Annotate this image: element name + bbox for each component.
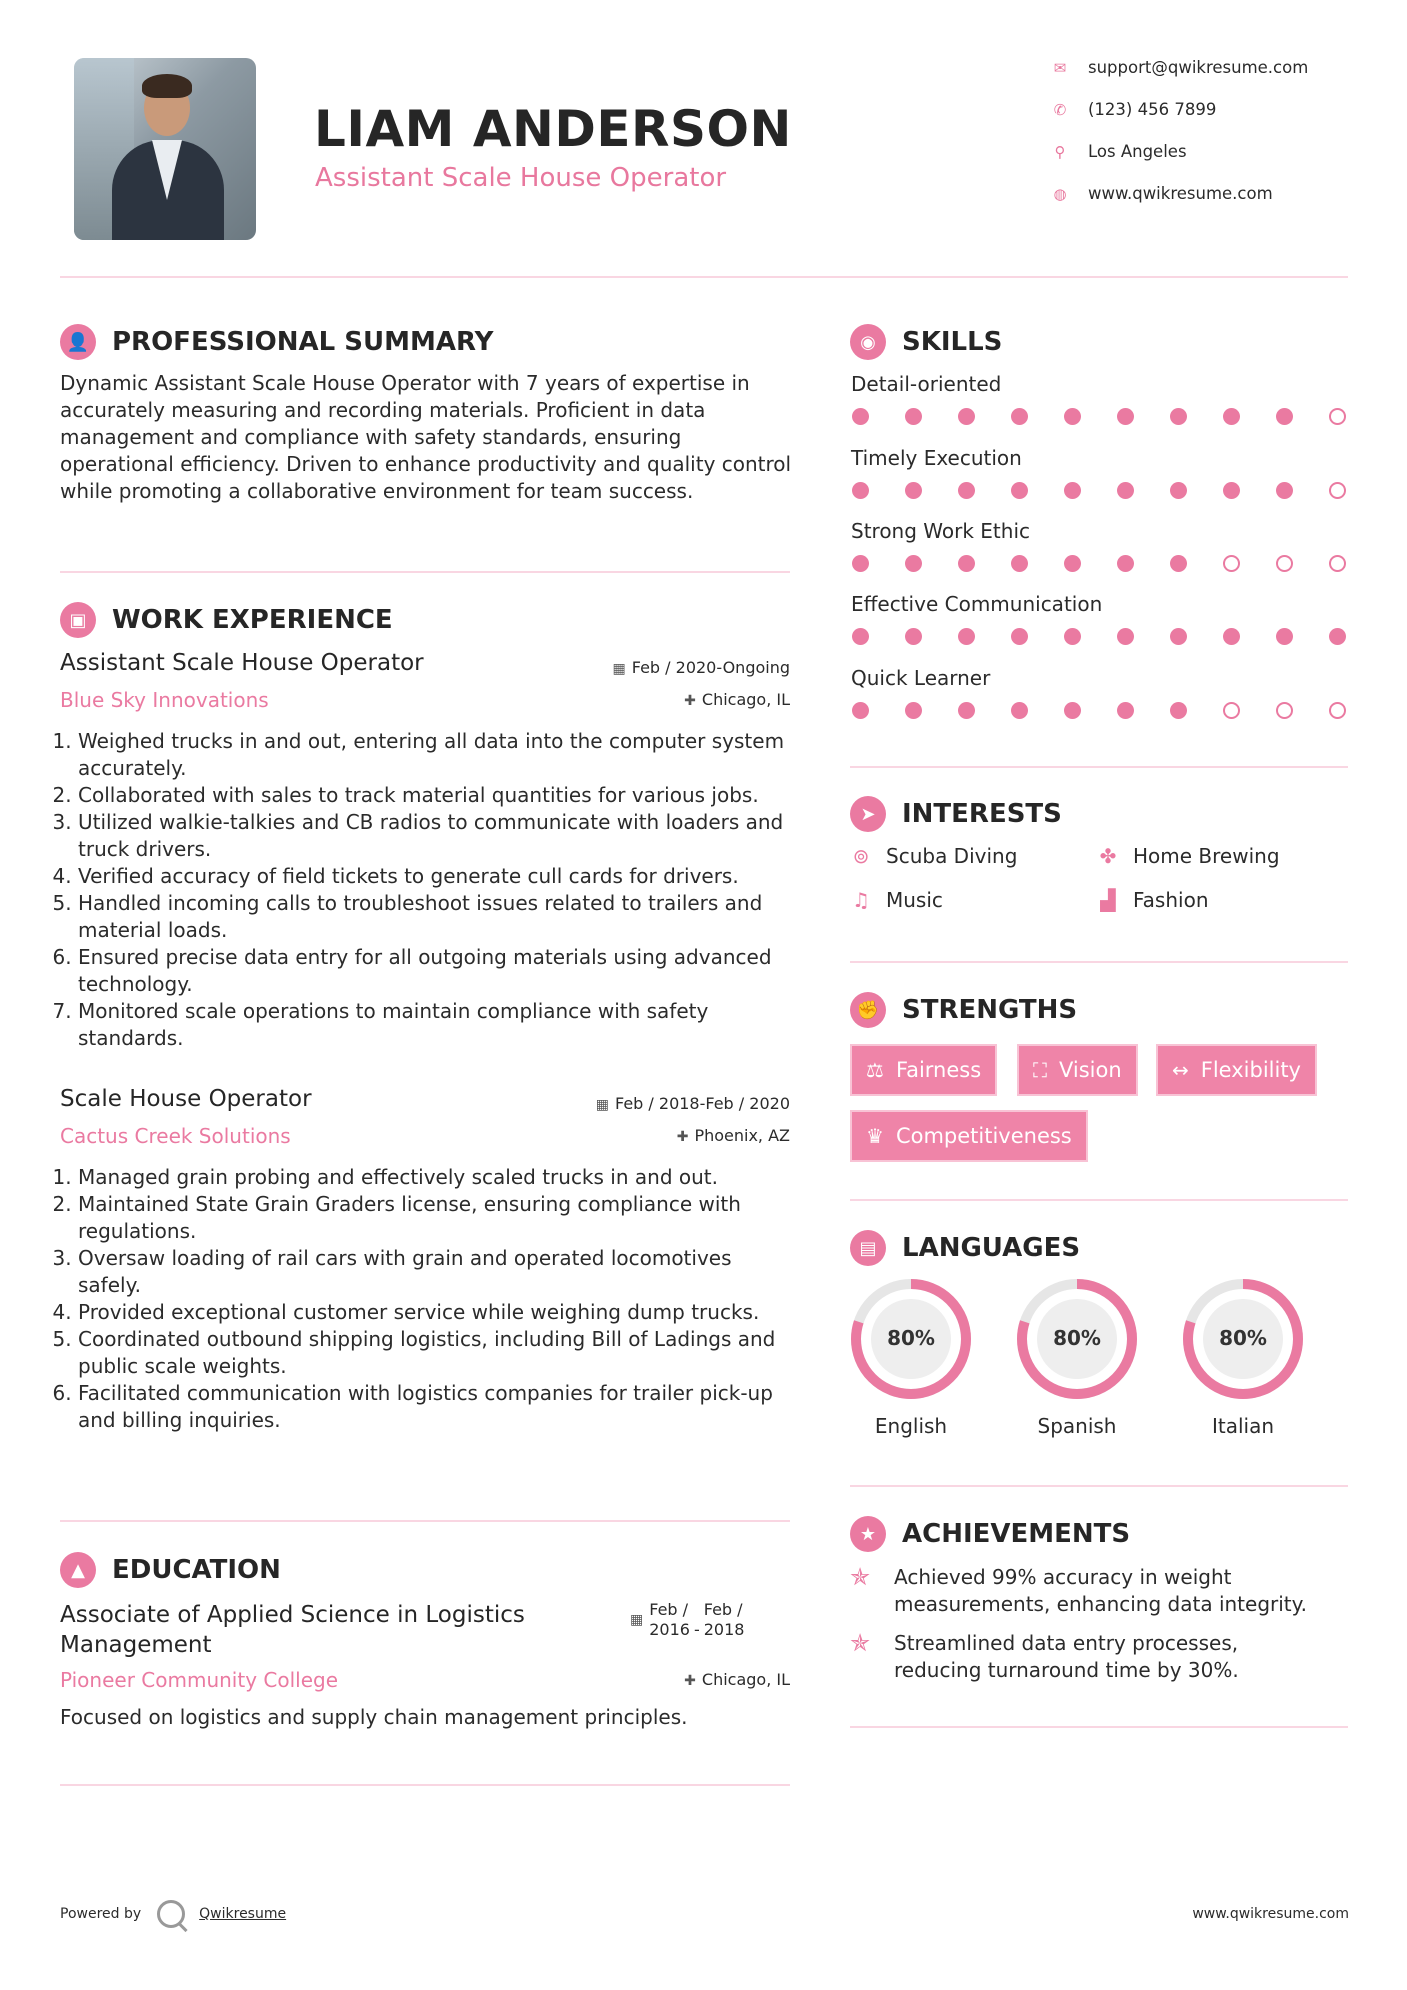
rating-dot-filled — [958, 482, 975, 499]
rating-dot-filled — [1011, 628, 1028, 645]
user-icon: 👤 — [60, 324, 96, 360]
rating-dot-filled — [1117, 702, 1134, 719]
rating-dot-filled — [958, 702, 975, 719]
fist-icon: ✊ — [850, 992, 886, 1028]
graduation-icon: ▲ — [60, 1552, 96, 1588]
skill-rating — [852, 555, 1346, 572]
job-title: Assistant Scale House Operator — [60, 650, 424, 676]
list-item: 4. Verified accuracy of field tickets to generate cull cards for drivers. — [78, 863, 800, 890]
id-card-icon: ▤ — [850, 1230, 886, 1266]
calendar-icon: ▦ — [595, 1097, 609, 1113]
language-percent: 80% — [1053, 1326, 1101, 1350]
interests-section-title: ➤ INTERESTS — [850, 796, 1062, 832]
contact-website[interactable]: ◍ www.qwikresume.com — [1050, 184, 1350, 203]
skill-rating — [852, 482, 1346, 499]
balance-scale-icon: ⚖ — [866, 1058, 884, 1082]
list-item: 1. Managed grain probing and effectively scaled trucks in and out. — [78, 1164, 800, 1191]
languages-divider — [850, 1485, 1348, 1487]
strengths-section-title: ✊ STRENGTHS — [850, 992, 1077, 1028]
rating-dot-filled — [1064, 628, 1081, 645]
skill-rating — [852, 702, 1346, 719]
rating-dot-filled — [1064, 555, 1081, 572]
life-ring-icon: ⊚ — [852, 844, 870, 868]
interests-divider — [850, 961, 1348, 963]
education-location: ✚ Chicago, IL — [684, 1670, 790, 1689]
list-item: 1. Weighed trucks in and out, entering all data into the computer system accurately. — [78, 728, 800, 782]
list-item: 4. Provided exceptional customer service while weighing dump trucks. — [78, 1299, 800, 1326]
rating-dot-filled — [1276, 482, 1293, 499]
rating-dot-filled — [852, 482, 869, 499]
languages-section-title: ▤ LANGUAGES — [850, 1230, 1080, 1266]
pushpin-icon: ✚ — [676, 1129, 689, 1145]
rating-dot-filled — [852, 628, 869, 645]
rating-dot-filled — [1276, 628, 1293, 645]
rating-dot-empty — [1329, 408, 1346, 425]
job-responsibilities — [60, 728, 800, 1052]
qwikresume-logo-icon — [157, 1900, 185, 1928]
interest-scuba-diving: ⊚ Scuba Diving — [850, 844, 1017, 868]
achievements-section-title: ★ ACHIEVEMENTS — [850, 1516, 1130, 1552]
footer-powered-by: Powered by Qwikresume — [60, 1900, 286, 1928]
education-date: ▦ Feb / 2016 - Feb / 2018 — [630, 1600, 745, 1639]
list-item: 6. Facilitated communication with logistics companies for trailer pick-up and billing inquiries. — [78, 1380, 800, 1434]
company-name: Blue Sky Innovations — [60, 688, 269, 712]
experience-divider — [60, 1520, 790, 1522]
rating-dot-filled — [1170, 628, 1187, 645]
language-name: English — [874, 1414, 948, 1438]
rating-dot-empty — [1276, 702, 1293, 719]
skill-name: Strong Work Ethic — [851, 519, 1030, 543]
list-item: 6. Ensured precise data entry for all outgoing materials using advanced technology. — [78, 944, 800, 998]
strength-vision: ⛶ Vision — [1017, 1044, 1138, 1096]
music-note-icon: ♫ — [852, 888, 870, 912]
paper-plane-icon: ➤ — [850, 796, 886, 832]
rating-dot-filled — [1223, 628, 1240, 645]
list-item: 5. Handled incoming calls to troubleshoot issues related to trailers and material loads. — [78, 890, 800, 944]
rating-dot-filled — [1117, 408, 1134, 425]
language-percent: 80% — [887, 1326, 935, 1350]
list-item: 3. Oversaw loading of rail cars with grain and operated locomotives safely. — [78, 1245, 800, 1299]
rating-dot-filled — [905, 628, 922, 645]
location-pin-icon: ⚲ — [1054, 142, 1066, 161]
rating-dot-empty — [1329, 555, 1346, 572]
summary-divider — [60, 571, 790, 573]
contact-location: ⚲ Los Angeles — [1050, 142, 1350, 161]
education-divider — [60, 1784, 790, 1786]
rating-dot-filled — [852, 702, 869, 719]
rating-dot-filled — [1223, 482, 1240, 499]
rating-dot-filled — [1170, 702, 1187, 719]
strengths-divider — [850, 1199, 1348, 1201]
profile-photo — [74, 58, 256, 240]
rating-dot-filled — [905, 702, 922, 719]
job-location: ✚ Chicago, IL — [684, 690, 790, 709]
rating-dot-empty — [1276, 555, 1293, 572]
star-badge-icon: ★ — [850, 1516, 886, 1552]
rating-dot-filled — [1223, 408, 1240, 425]
star-icon: ✯ — [850, 1629, 871, 1657]
rating-dot-filled — [1117, 482, 1134, 499]
globe-icon: ◍ — [1053, 184, 1067, 203]
skills-divider — [850, 766, 1348, 768]
interest-fashion: ▟ Fashion — [1097, 888, 1209, 912]
rating-dot-empty — [1329, 482, 1346, 499]
strength-flexibility: ↔ Flexibility — [1156, 1044, 1317, 1096]
rating-dot-filled — [1170, 482, 1187, 499]
rating-dot-filled — [1170, 408, 1187, 425]
skills-section-title: ◉ SKILLS — [850, 324, 1002, 360]
achievements-divider — [850, 1726, 1348, 1728]
summary-section-title: 👤 PROFESSIONAL SUMMARY — [60, 324, 493, 360]
job-title: Scale House Operator — [60, 1086, 312, 1112]
achievement-item: ✯ Achieved 99% accuracy in weight measurements, enhancing data integrity. — [850, 1563, 1307, 1616]
rating-dot-filled — [958, 555, 975, 572]
rating-dot-empty — [1329, 702, 1346, 719]
rating-dot-filled — [1064, 482, 1081, 499]
phone-icon: ✆ — [1053, 100, 1067, 119]
language-name: Italian — [1211, 1414, 1275, 1438]
puzzle-icon: ✤ — [1099, 844, 1117, 868]
envelope-icon: ✉ — [1053, 58, 1067, 77]
skill-name: Quick Learner — [851, 666, 991, 690]
skill-rating — [852, 628, 1346, 645]
skill-name: Detail-oriented — [851, 372, 1002, 396]
interest-home-brewing: ✤ Home Brewing — [1097, 844, 1280, 868]
rating-dot-filled — [1011, 408, 1028, 425]
rating-dot-filled — [852, 555, 869, 572]
list-item: 5. Coordinated outbound shipping logistics, including Bill of Ladings and public scale weights. — [78, 1326, 800, 1380]
pushpin-icon: ✚ — [684, 693, 696, 709]
rating-dot-filled — [1064, 702, 1081, 719]
lightbulb-icon: ◉ — [850, 324, 886, 360]
rating-dot-filled — [958, 408, 975, 425]
job-responsibilities — [60, 1164, 800, 1434]
rating-dot-empty — [1223, 555, 1240, 572]
rating-dot-filled — [1276, 408, 1293, 425]
achievement-item: ✯ Streamlined data entry processes, reducing turnaround time by 30%. — [850, 1629, 1239, 1682]
qwikresume-link[interactable]: Qwikresume — [199, 1906, 287, 1922]
rating-dot-filled — [1170, 555, 1187, 572]
rating-dot-filled — [1011, 555, 1028, 572]
rating-dot-filled — [1064, 408, 1081, 425]
rating-dot-filled — [1011, 702, 1028, 719]
briefcase-icon: ▣ — [60, 602, 96, 638]
job-date: ▦ Feb / 2018-Feb / 2020 — [595, 1094, 790, 1113]
rating-dot-filled — [852, 408, 869, 425]
calendar-icon: ▦ — [630, 1612, 644, 1628]
candidate-name: LIAM ANDERSON — [314, 100, 792, 158]
header-divider — [60, 276, 1348, 278]
skill-name: Effective Communication — [851, 592, 1103, 616]
skill-name: Timely Execution — [851, 446, 1022, 470]
binoculars-icon: ⛶ — [1033, 1058, 1047, 1082]
contact-phone[interactable]: ✆ (123) 456 7899 — [1050, 100, 1350, 119]
list-item: 2. Maintained State Grain Graders license, ensuring compliance with regulations. — [78, 1191, 800, 1245]
rating-dot-filled — [958, 628, 975, 645]
job-date: ▦ Feb / 2020-Ongoing — [612, 658, 790, 677]
footer-website[interactable]: www.qwikresume.com — [1192, 1906, 1349, 1922]
contact-email[interactable]: ✉ support@qwikresume.com — [1050, 58, 1350, 77]
list-item: 7. Monitored scale operations to maintain compliance with safety standards. — [78, 998, 800, 1052]
experience-section-title: ▣ WORK EXPERIENCE — [60, 602, 393, 638]
rating-dot-filled — [1117, 628, 1134, 645]
job-location: ✚ Phoenix, AZ — [676, 1126, 790, 1145]
rating-dot-filled — [905, 555, 922, 572]
shopping-bag-icon: ▟ — [1100, 888, 1116, 912]
degree-title: Associate of Applied Science in Logistics Management — [60, 1602, 525, 1658]
trophy-icon: ♛ — [866, 1124, 884, 1148]
summary-text: Dynamic Assistant Scale House Operator with 7 years of expertise in accurately measuring and recording materials. Proficient in data management and compliance with safety standards, ensuring operational efficiency. Driven to enhance productivity and quality control while promoting a collaborative environment for team success. — [60, 371, 792, 503]
school-name: Pioneer Community College — [60, 1668, 339, 1692]
list-item: 2. Collaborated with sales to track material quantities for various jobs. — [78, 782, 800, 809]
rating-dot-filled — [905, 408, 922, 425]
calendar-icon: ▦ — [612, 661, 626, 677]
education-section-title: ▲ EDUCATION — [60, 1552, 281, 1588]
candidate-role: Assistant Scale House Operator — [315, 163, 727, 193]
rating-dot-filled — [1329, 628, 1346, 645]
company-name: Cactus Creek Solutions — [60, 1124, 291, 1148]
list-item: 3. Utilized walkie-talkies and CB radios to communicate with loaders and truck drivers. — [78, 809, 800, 863]
rating-dot-filled — [905, 482, 922, 499]
strength-competitiveness: ♛ Competitiveness — [850, 1110, 1088, 1162]
education-description: Focused on logistics and supply chain management principles. — [60, 1705, 688, 1729]
strength-fairness: ⚖ Fairness — [850, 1044, 997, 1096]
language-name: Spanish — [1037, 1414, 1117, 1438]
interest-music: ♫ Music — [850, 888, 943, 912]
pushpin-icon: ✚ — [684, 1673, 696, 1689]
arrows-horizontal-icon: ↔ — [1172, 1058, 1189, 1082]
language-percent: 80% — [1219, 1326, 1267, 1350]
star-icon: ✯ — [850, 1563, 871, 1591]
skill-rating — [852, 408, 1346, 425]
rating-dot-filled — [1011, 482, 1028, 499]
rating-dot-filled — [1117, 555, 1134, 572]
rating-dot-empty — [1223, 702, 1240, 719]
